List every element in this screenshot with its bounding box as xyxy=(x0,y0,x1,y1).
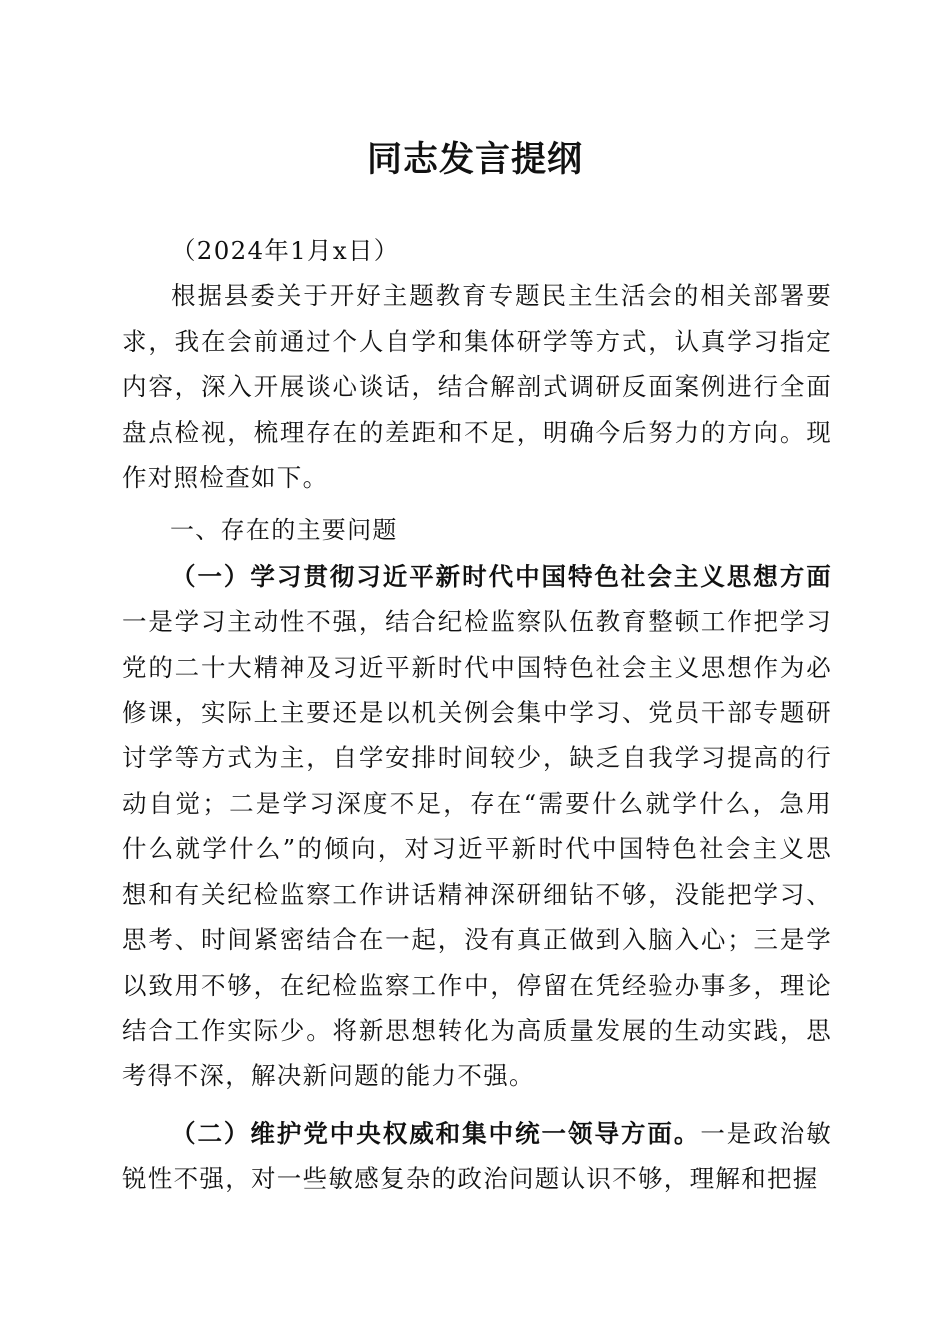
section-heading-problems: 一、存在的主要问题 xyxy=(170,516,398,545)
date-line: （2024年1月x日） xyxy=(171,236,400,265)
subsection-1-heading: （一）学习贯彻习近平新时代中国特色社会主义思想方面 xyxy=(171,561,832,591)
subsection-1-body: 一是学习主动性不强，结合纪检监察队伍教育整顿工作把学习党的二十大精神及习近平新时代中国特色社会主义思想作为必修课，实际上主要还是以机关例会集中学习、党员干部专题研讨学等方式为主，自学安排时间较少，缺乏自我学习提高的行动自觉；二是学习深度不足，存在“需要什么就学什么，急用什么就学什么”的倾向，对习近平新时代中国特色社会主义思想和有关纪检监察工作讲话精神深研细钻不够，没能把学习、思考、时间紧密结合在一起，没有真正做到入脑入心；三是学以致用不够，在纪检监察工作中，停留在凭经验办事多，理论结合工作实际少。将新思想转化为高质量发展的生动实践，思考得不深，解决新问题的能力不强。 xyxy=(122,607,832,1091)
intro-paragraph: 根据县委关于开好主题教育专题民主生活会的相关部署要求，我在会前通过个人自学和集体研学等方式，认真学习指定内容，深入开展谈心谈话，结合解剖式调研反面案例进行全面盘点检视，梳理存在的差距和不足，明确今后努力的方向。现作对照检查如下。 xyxy=(122,281,832,493)
page-title: 同志发言提纲 xyxy=(366,139,583,180)
document-body xyxy=(122,228,832,1202)
subsection-2-body: 一是政治敏锐性不强，对一些敏感复杂的政治问题认识不够，理解和把握 xyxy=(122,1118,833,1194)
subsection-2 xyxy=(122,1111,832,1202)
subsection-2-heading: （二）维护党中央权威和集中统一领导方面。 xyxy=(171,1118,701,1148)
subsection-1 xyxy=(122,554,832,1099)
